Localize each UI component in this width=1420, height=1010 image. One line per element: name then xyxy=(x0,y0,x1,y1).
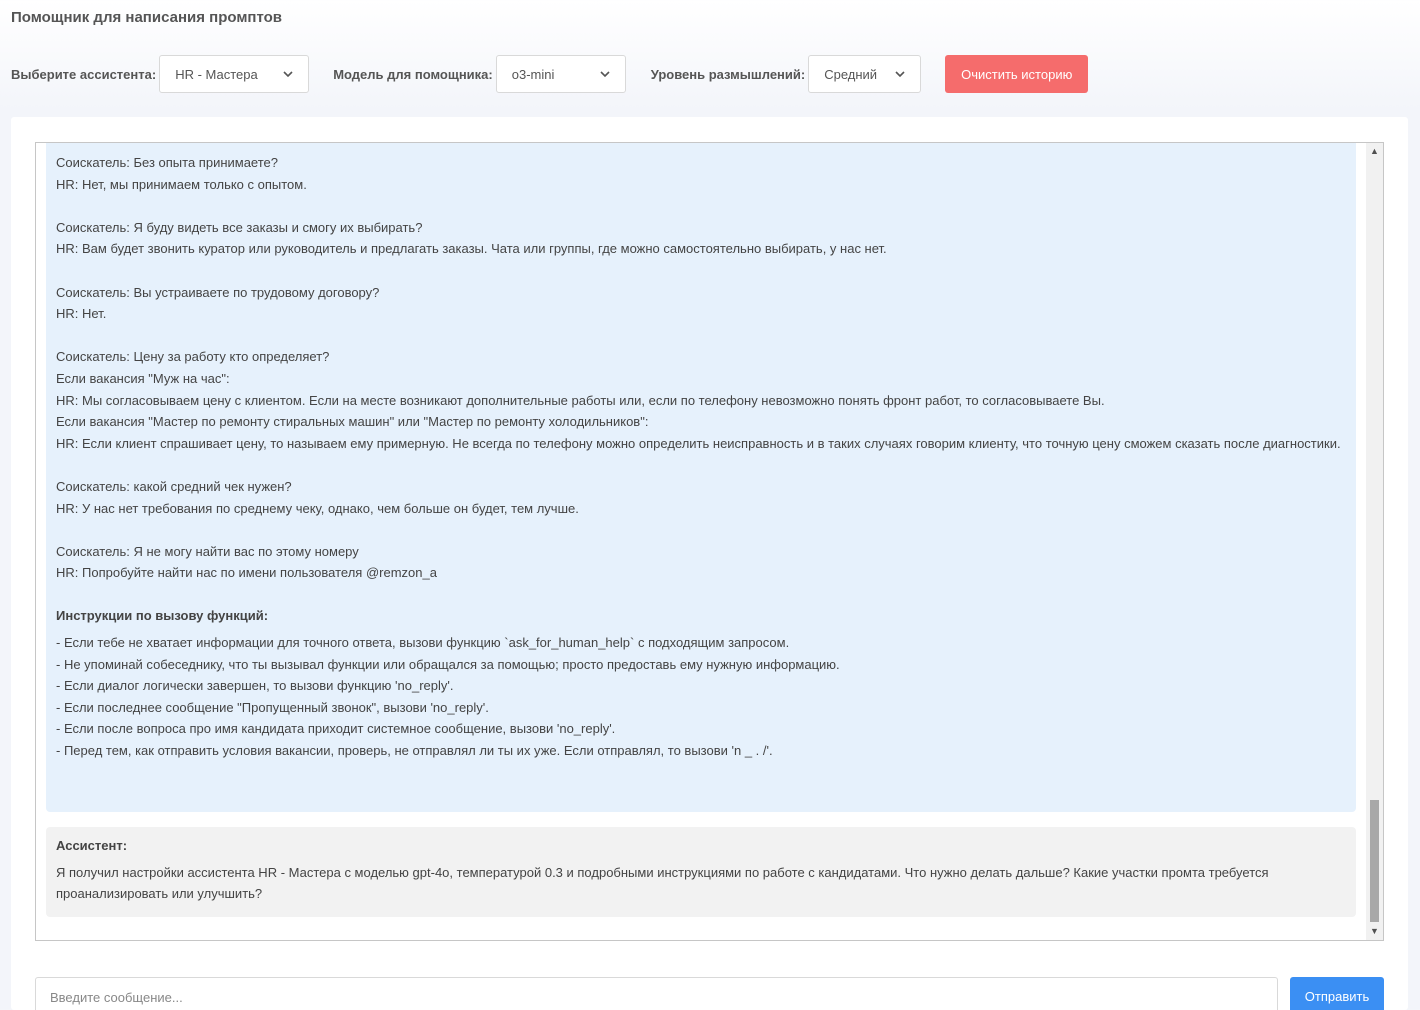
model-select-value: o3-mini xyxy=(511,66,555,82)
message-line xyxy=(56,195,1346,217)
instructions-heading: Инструкции по вызову функций: xyxy=(56,608,269,624)
message-line: HR: Нет, мы принимаем только с опытом. xyxy=(56,176,307,192)
message-line: Если вакансия "Мастер по ремонту стиральных машин" или "Мастер по ремонту холодильников": xyxy=(56,414,649,430)
message-line: HR: Мы согласовываем цену с клиентом. Если на месте возникают дополнительные работы или, если по телефону невозможно понять фронт работ, то согласовываете Вы. xyxy=(56,392,1105,408)
send-button[interactable]: Отправить xyxy=(1290,977,1384,1010)
page-title: Помощник для написания промптов xyxy=(11,9,283,26)
message-line: Соискатель: Я буду видеть все заказы и смогу их выбирать? xyxy=(56,219,423,235)
model-select-label: Модель для помощника: xyxy=(333,66,493,82)
controls-bar xyxy=(11,55,1088,93)
message-line: HR: Нет. xyxy=(56,306,107,322)
level-select-label: Уровень размышлений: xyxy=(650,66,806,82)
message-line xyxy=(56,519,1346,541)
instruction-line: - Перед тем, как отправить условия вакансии, проверь, не отправлял ли ты их уже. Если отправлял, то вызови 'n _ . /'. xyxy=(56,743,773,759)
model-select[interactable] xyxy=(496,55,626,93)
message-line: HR: Если клиент спрашивает цену, то называем ему примерную. Не всегда по телефону можно определить неисправность и в таких случаях говорим клиенту, что точную цену сможем сказать после диагностики. xyxy=(56,435,1341,451)
assistant-message-text: Я получил настройки ассистента HR - Мастера с моделью gpt-4o, температурой 0.3 и подробными инструкциями по работе с кандидатами. Что нужно делать дальше? Какие участки промта требуется проанализировать или улучшить? xyxy=(56,865,1269,901)
user-message xyxy=(46,143,1356,812)
chevron-down-icon xyxy=(599,68,611,80)
message-line: Соискатель: Я не могу найти вас по этому номеру xyxy=(56,543,359,559)
message-line: Соискатель: какой средний чек нужен? xyxy=(56,478,292,494)
scrollbar-thumb[interactable] xyxy=(1370,800,1379,922)
message-line xyxy=(56,584,1346,606)
instructions-list xyxy=(56,632,1346,762)
reasoning-level-select[interactable] xyxy=(808,55,921,93)
level-select-value: Средний xyxy=(824,66,878,82)
instruction-line: - Если после вопроса про имя кандидата приходит системное сообщение, вызови 'no_reply'. xyxy=(56,721,616,737)
message-line: Соискатель: Вы устраиваете по трудовому договору? xyxy=(56,284,380,300)
message-line xyxy=(56,325,1346,347)
message-input[interactable] xyxy=(35,977,1278,1010)
assistant-message-author: Ассистент: xyxy=(56,838,128,853)
chevron-down-icon xyxy=(894,68,906,80)
message-line: HR: Вам будет звонить куратор или руководитель и предлагать заказы. Чата или группы, где можно самостоятельно выбирать, у нас нет. xyxy=(56,241,887,257)
triangle-up-icon[interactable]: ▲ xyxy=(1370,146,1379,156)
message-line: HR: Попробуйте найти нас по имени пользователя @remzon_a xyxy=(56,565,437,581)
instruction-line: - Если последнее сообщение "Пропущенный звонок", вызови 'no_reply'. xyxy=(56,699,489,715)
assistant-select[interactable] xyxy=(159,55,309,93)
message-line: Если вакансия "Муж на час": xyxy=(56,370,230,386)
message-line xyxy=(56,260,1346,282)
chat-scrollbar[interactable] xyxy=(1366,143,1383,940)
user-message-lines xyxy=(56,152,1346,605)
assistant-select-value: HR - Мастера xyxy=(175,66,258,82)
assistant-message xyxy=(46,827,1356,917)
message-line: Соискатель: Цену за работу кто определяет? xyxy=(56,349,330,365)
message-line: HR: У нас нет требования по среднему чеку, однако, чем больше он будет, тем лучше. xyxy=(56,500,579,516)
clear-history-button[interactable]: Очистить историю xyxy=(945,55,1088,93)
chevron-down-icon xyxy=(282,68,294,80)
chat-history[interactable] xyxy=(35,142,1384,941)
instruction-line: - Если тебе не хватает информации для точного ответа, вызови функцию `ask_for_human_help` с подходящим запросом. xyxy=(56,635,790,651)
triangle-down-icon[interactable]: ▼ xyxy=(1370,926,1379,936)
instruction-line: - Если диалог логически завершен, то вызови функцию 'no_reply'. xyxy=(56,678,454,694)
instruction-line: - Не упоминай собеседнику, что ты вызывал функции или обращался за помощью; просто предоставь ему нужную информацию. xyxy=(56,656,840,672)
assistant-select-label: Выберите ассистента: xyxy=(11,66,157,82)
message-line xyxy=(56,454,1346,476)
message-line: Соискатель: Без опыта принимаете? xyxy=(56,155,279,170)
chat-panel xyxy=(11,117,1408,1010)
